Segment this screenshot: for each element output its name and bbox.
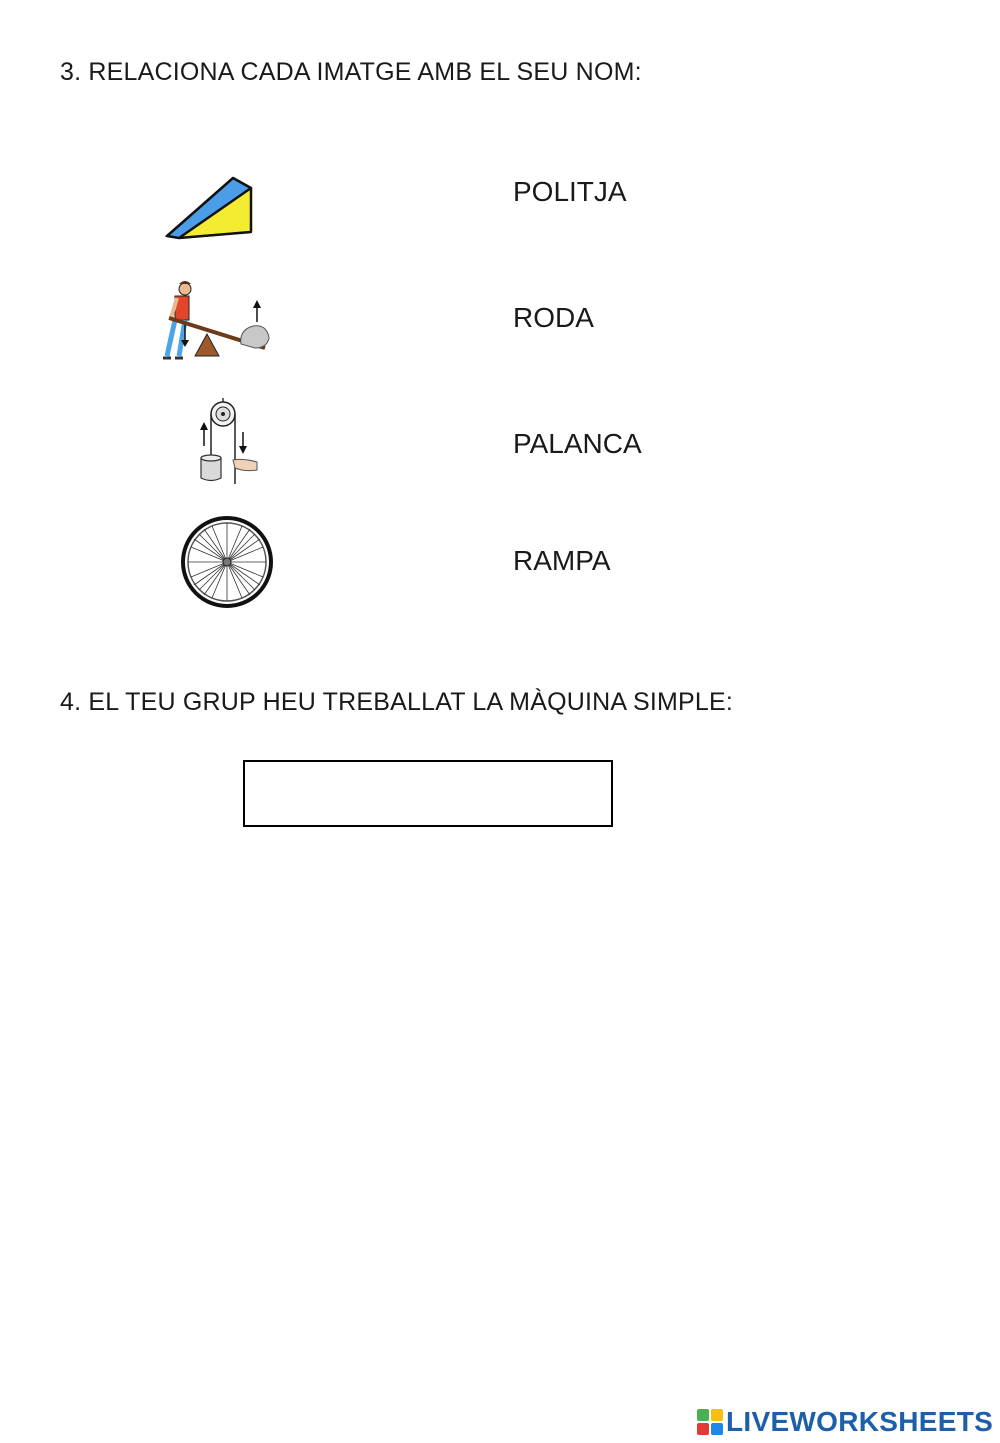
brand-name: LIVEWORKSHEETS [726,1406,994,1437]
liveworksheets-logo-icon [697,1409,723,1435]
wheel-icon [180,515,274,609]
footer-logo[interactable] [697,1405,993,1439]
pulley-icon [195,398,265,488]
lever-icon [155,278,277,362]
word-option-3[interactable]: PALANCA [513,428,642,459]
word-option-4[interactable]: RAMPA [513,545,611,576]
ramp-icon [165,172,257,242]
question-3-title: 3. RELACIONA CADA IMATGE AMB EL SEU NOM: [60,58,642,86]
word-option-1[interactable]: POLITJA [513,176,627,207]
word-option-2[interactable]: RODA [513,302,594,333]
answer-input-box[interactable] [243,760,613,827]
question-4-title: 4. EL TEU GRUP HEU TREBALLAT LA MÀQUINA SIMPLE: [60,688,734,716]
